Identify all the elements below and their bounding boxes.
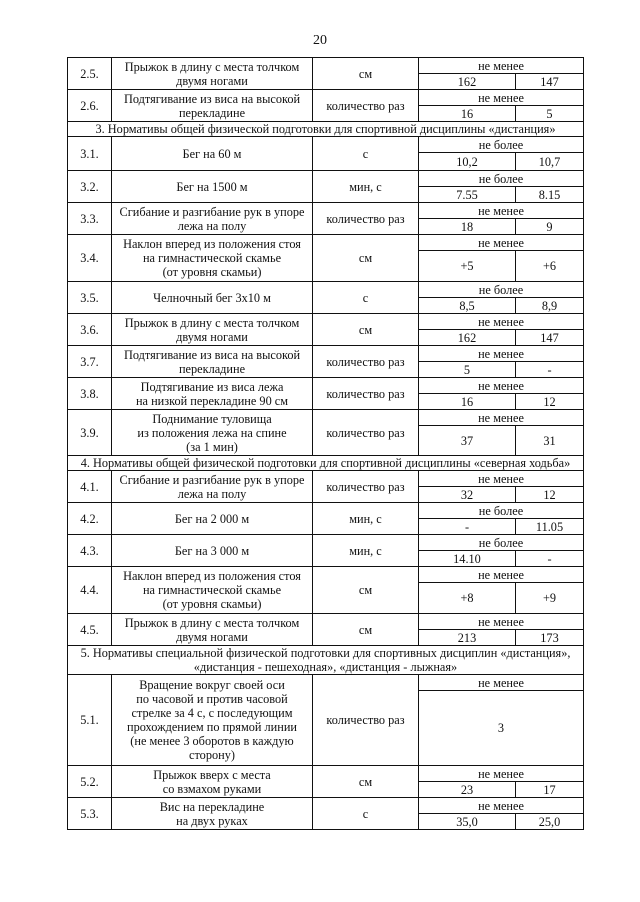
item-number: 4.1. [68,471,112,503]
item-number: 3.5. [68,282,112,314]
unit: мин, с [313,535,419,567]
unit: количество раз [313,90,419,122]
condition-label: не более [419,503,584,519]
table-row [68,567,584,583]
item-number: 5.3. [68,798,112,830]
value-female: 147 [516,330,584,346]
unit: количество раз [313,410,419,456]
section-title: 4. Нормативы общей физической подготовки для спортивной дисциплины «северная ходьба» [68,456,584,471]
exercise-name: Подтягивание из виса на высокой перекладине [112,346,313,378]
value-female: 173 [516,630,584,646]
value-female: 17 [516,782,584,798]
value-male: 162 [419,74,516,90]
section-title: 3. Нормативы общей физической подготовки для спортивной дисциплины «дистанция» [68,122,584,137]
item-number: 3.4. [68,235,112,282]
exercise-name: Бег на 3 000 м [112,535,313,567]
condition-label: не менее [419,346,584,362]
value-male: 32 [419,487,516,503]
exercise-name: Наклон вперед из положения стоя на гимнастической скамье (от уровня скамьи) [112,567,313,614]
condition-label: не более [419,282,584,298]
table-row [68,282,584,298]
condition-label: не менее [419,471,584,487]
item-number: 5.2. [68,766,112,798]
value-female: +9 [516,583,584,614]
item-number: 3.8. [68,378,112,410]
table-row [68,171,584,187]
item-number: 3.6. [68,314,112,346]
value-female: - [516,362,584,378]
exercise-name: Сгибание и разгибание рук в упоре лежа на полу [112,203,313,235]
item-number: 5.1. [68,675,112,766]
value-female: 147 [516,74,584,90]
value-male: 23 [419,782,516,798]
unit: количество раз [313,378,419,410]
table-row [68,798,584,814]
exercise-name: Прыжок в длину с места толчком двумя ногами [112,314,313,346]
item-number: 4.4. [68,567,112,614]
exercise-name: Поднимание туловища из положения лежа на спине (за 1 мин) [112,410,313,456]
table-row [68,766,584,782]
item-number: 3.7. [68,346,112,378]
item-number: 4.5. [68,614,112,646]
item-number: 4.2. [68,503,112,535]
table-row [68,203,584,219]
unit: мин, с [313,171,419,203]
value-female: 31 [516,426,584,456]
section-title: 5. Нормативы специальной физической подготовки для спортивных дисциплин «дистанция», «дистанция - пешеходная», «дистанция - лыжная» [68,646,584,675]
unit: количество раз [313,203,419,235]
table-row [68,614,584,630]
value-male: 8,5 [419,298,516,314]
value-combined: 3 [419,691,584,766]
exercise-name: Прыжок вверх с места со взмахом руками [112,766,313,798]
section-header-row [68,122,584,137]
table-row [68,137,584,153]
exercise-name: Прыжок в длину с места толчком двумя ногами [112,614,313,646]
condition-label: не менее [419,410,584,426]
norms-table-body [68,58,584,830]
exercise-name: Бег на 1500 м [112,171,313,203]
table-row [68,90,584,106]
unit: количество раз [313,471,419,503]
exercise-name: Челночный бег 3х10 м [112,282,313,314]
item-number: 3.9. [68,410,112,456]
exercise-name: Подтягивание из виса на высокой перекладине [112,90,313,122]
value-female: 12 [516,394,584,410]
value-male: 35,0 [419,814,516,830]
value-female: +6 [516,251,584,282]
exercise-name: Вис на перекладине на двух руках [112,798,313,830]
condition-label: не менее [419,614,584,630]
value-male: 213 [419,630,516,646]
exercise-name: Вращение вокруг своей оси по часовой и против часовой стрелке за 4 с, с последующим прохождением по прямой линии (не менее 3 оборотов в каждую сторону) [112,675,313,766]
value-male: 14.10 [419,551,516,567]
value-male: 7.55 [419,187,516,203]
unit: с [313,798,419,830]
condition-label: не более [419,171,584,187]
table-row [68,471,584,487]
unit: мин, с [313,503,419,535]
exercise-name: Наклон вперед из положения стоя на гимнастической скамье (от уровня скамьи) [112,235,313,282]
value-female: 9 [516,219,584,235]
item-number: 3.3. [68,203,112,235]
item-number: 3.2. [68,171,112,203]
exercise-name: Прыжок в длину с места толчком двумя ногами [112,58,313,90]
value-female: 5 [516,106,584,122]
table-row [68,346,584,362]
table-row [68,314,584,330]
unit: количество раз [313,675,419,766]
condition-label: не менее [419,203,584,219]
exercise-name: Бег на 60 м [112,137,313,171]
value-male: - [419,519,516,535]
value-male: 37 [419,426,516,456]
exercise-name: Бег на 2 000 м [112,503,313,535]
unit: см [313,314,419,346]
value-male: 16 [419,106,516,122]
value-male: 5 [419,362,516,378]
table-row [68,235,584,251]
item-number: 2.6. [68,90,112,122]
exercise-name: Подтягивание из виса лежа на низкой перекладине 90 см [112,378,313,410]
value-male: +5 [419,251,516,282]
condition-label: не менее [419,58,584,74]
table-row [68,675,584,691]
section-header-row [68,456,584,471]
condition-label: не более [419,535,584,551]
unit: см [313,766,419,798]
item-number: 3.1. [68,137,112,171]
exercise-name: Сгибание и разгибание рук в упоре лежа на полу [112,471,313,503]
page-number: 20 [313,33,327,48]
condition-label: не менее [419,766,584,782]
condition-label: не менее [419,567,584,583]
value-female: 8,9 [516,298,584,314]
unit: см [313,235,419,282]
unit: см [313,614,419,646]
condition-label: не менее [419,378,584,394]
value-male: +8 [419,583,516,614]
value-male: 18 [419,219,516,235]
condition-label: не менее [419,90,584,106]
unit: с [313,282,419,314]
condition-label: не менее [419,235,584,251]
value-male: 16 [419,394,516,410]
table-row [68,503,584,519]
value-female: 12 [516,487,584,503]
unit: см [313,567,419,614]
condition-label: не менее [419,675,584,691]
unit: с [313,137,419,171]
item-number: 4.3. [68,535,112,567]
value-female: 11.05 [516,519,584,535]
condition-label: не менее [419,798,584,814]
condition-label: не менее [419,314,584,330]
section-header-row [68,646,584,675]
value-female: 8.15 [516,187,584,203]
table-row [68,535,584,551]
value-female: - [516,551,584,567]
table-row [68,378,584,394]
item-number: 2.5. [68,58,112,90]
table-row [68,410,584,426]
value-female: 25,0 [516,814,584,830]
norms-table [67,57,584,830]
condition-label: не более [419,137,584,153]
value-male: 10,2 [419,153,516,171]
unit: см [313,58,419,90]
value-male: 162 [419,330,516,346]
table-row [68,58,584,74]
value-female: 10,7 [516,153,584,171]
unit: количество раз [313,346,419,378]
